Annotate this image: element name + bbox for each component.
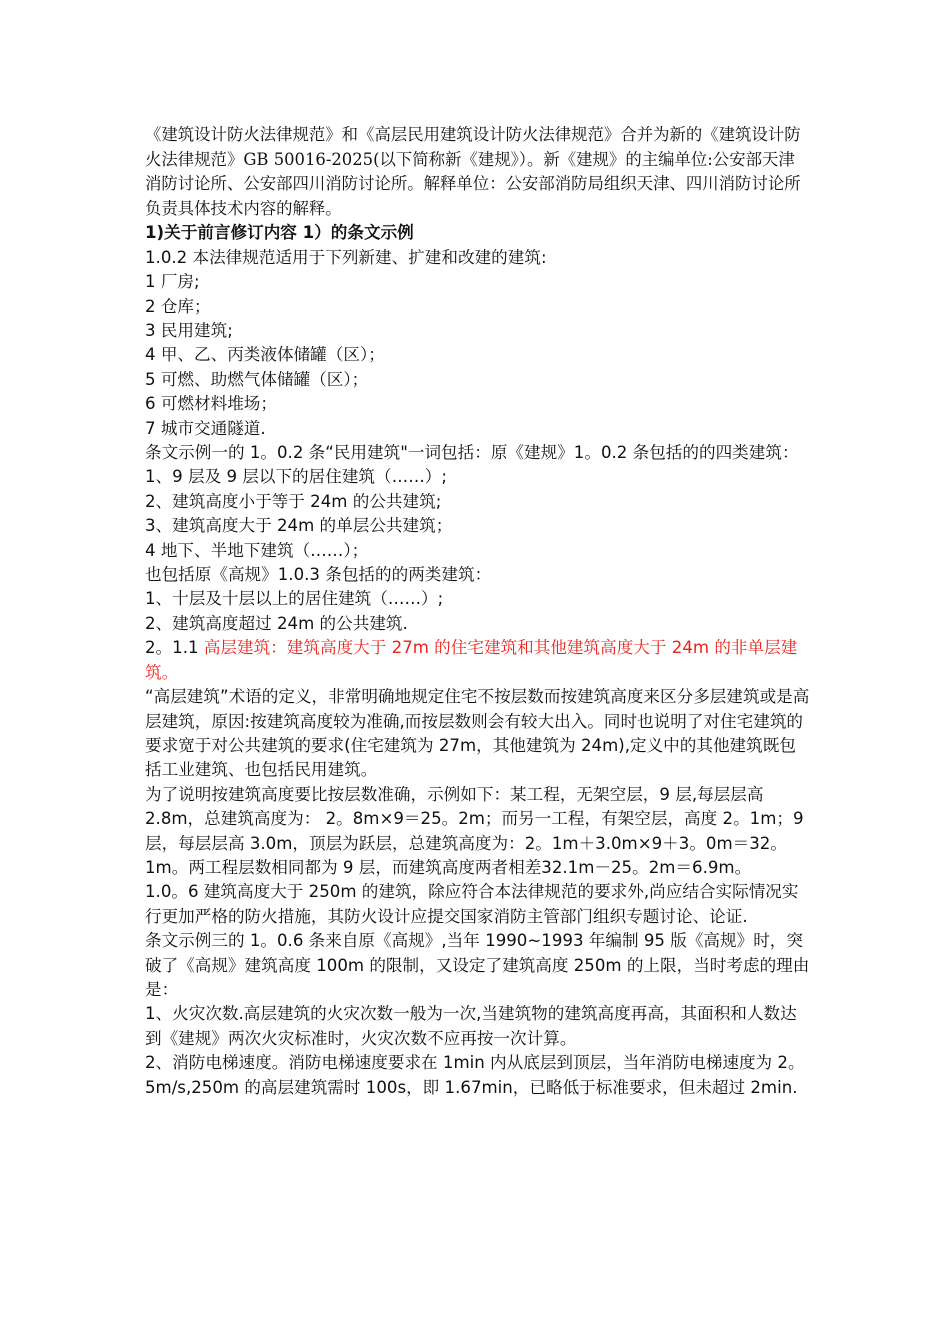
- list-item: 1、9 层及 9 层以下的居住建筑（……）;: [145, 467, 447, 487]
- list-item: 4 甲、乙、丙类液体储罐（区）；: [145, 345, 385, 365]
- definition-paragraph: “高层建筑”术语的定义，非常明确地规定住宅不按层数而按建筑高度来区分多层建筑或是高层建筑，原因:按建筑高度较为准确,而按层数则会有较大出入。同时也说明了对住宅建筑的要求宽于对公共建筑的要求(住宅建筑为 27m，其他建筑为 24m),定义中的其他建筑既包括工业建筑、也包括民用建筑。: [145, 687, 810, 780]
- reason-one-paragraph: 1、火灾次数.高层建筑的火灾次数一般为一次,当建筑物的建筑高度再高，其面积和人数达到《建规》两次火灾标准时，火灾次数不应再按一次计算。: [145, 1004, 797, 1048]
- document-page: [145, 123, 810, 1100]
- list-item: 2、建筑高度小于等于 24m 的公共建筑;: [145, 491, 442, 511]
- list-item: 1、十层及十层以上的居住建筑（……）;: [145, 589, 444, 609]
- also-includes-paragraph: 也包括原《高规》1.0.3 条包括的的两类建筑：: [145, 565, 492, 585]
- old-rules-list: [145, 465, 810, 563]
- list-item: 3 民用建筑;: [145, 321, 233, 340]
- clause-1-0-6: 1.0。6 建筑高度大于 250m 的建筑，除应符合本法律规范的要求外,尚应结合实际情况实行更加严格的防火措施，其防火设计应提交国家消防主管部门组织专题讨论、论证.: [145, 882, 799, 926]
- height-example-paragraph: 为了说明按建筑高度要比按层数准确，示例如下：某工程，无架空层，9 层,每层层高 2.8m，总建筑高度为： 2。8m×9＝25。2m；而另一工程，有架空层，高度 2。1m；9 层，每层层高 3.0m，顶层为跃层，总建筑高度为：2。1m＋3.0m×9＋3。0m＝32。1m。两工程层数相同都为 9 层，而建筑高度两者相差32.1m－25。2m＝6.9m。: [145, 784, 804, 877]
- list-item: 4 地下、半地下建筑（……）；: [145, 540, 369, 560]
- building-type-list: [145, 270, 810, 441]
- clause-1-0-2: 1.0.2 本法律规范适用于下列新建、扩建和改建的建筑:: [145, 247, 547, 267]
- clause-2-1-1: [145, 636, 810, 685]
- example-three-paragraph: 条文示例三的 1。0.6 条来自原《高规》,当年 1990~1993 年编制 95 版《高规》时，突破了《高规》建筑高度 100m 的限制，又设定了建筑高度 250m 的上限，当时考虑的理由是：: [145, 931, 810, 999]
- list-item: 7 城市交通隧道.: [145, 418, 266, 438]
- list-item: 6 可燃材料堆场；: [145, 394, 277, 414]
- list-item: 2、建筑高度超过 24m 的公共建筑.: [145, 613, 408, 633]
- list-item: 5 可燃、助燃气体储罐（区）；: [145, 369, 369, 389]
- list-item: 2 仓库；: [145, 296, 211, 316]
- intro-paragraph: 《建筑设计防火法律规范》和《高层民用建筑设计防火法律规范》合并为新的《建筑设计防火法律规范》GB 50016-2025(以下简称新《建规》）。新《建规》的主编单位:公安部天津消防讨论所、公安部四川消防讨论所。解释单位：公安部消防局组织天津、四川消防讨论所负责具体技术内容的解释。: [145, 125, 801, 218]
- highlighted-definition: 高层建筑：建筑高度大于 27m 的住宅建筑和其他建筑高度大于 24m 的非单层建筑。: [145, 638, 798, 682]
- clause-number: 2。1.1: [145, 638, 199, 658]
- example-one-paragraph: 条文示例一的 1。0.2 条“民用建筑"一词包括：原《建规》1。0.2 条包括的的四类建筑：: [145, 443, 799, 463]
- high-rules-list: [145, 587, 810, 636]
- reason-two-paragraph: 2、消防电梯速度。消防电梯速度要求在 1min 内从底层到顶层，当年消防电梯速度为 2。5m/s,250m 的高层建筑需时 100s，即 1.67min，已略低于标准要求，但未超过 2min.: [145, 1053, 805, 1097]
- section-heading: 1)关于前言修订内容 1）的条文示例: [145, 223, 414, 243]
- list-item: 1 厂房;: [145, 272, 200, 292]
- list-item: 3、建筑高度大于 24m 的单层公共建筑；: [145, 516, 453, 536]
